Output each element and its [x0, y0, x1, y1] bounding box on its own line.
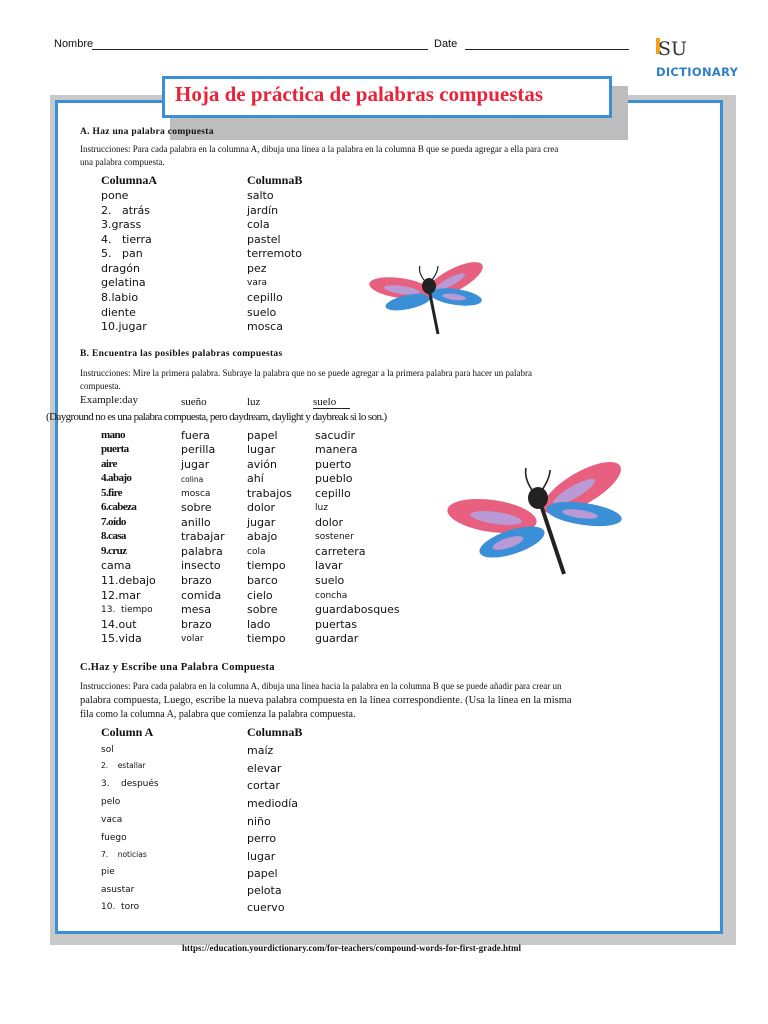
example-note: (Dayground no es una palabra compuesta, pero daydream, daylight y daybreak si lo son.): [46, 411, 387, 423]
section-c-word-a: 7. noticias: [101, 850, 147, 859]
section-c-word-b: mediodía: [247, 797, 299, 810]
section-c-word-b: niño: [247, 815, 271, 828]
section-b-base-word: 9.cruz: [101, 545, 127, 557]
section-b-option: abajo: [247, 530, 278, 543]
section-b-option: anillo: [181, 516, 211, 529]
section-a-word-a: 2. atrás: [101, 204, 151, 217]
section-c-word-a: vaca: [101, 815, 123, 825]
section-c-instructions: Instrucciones: Para cada palabra en la columna A, dibuja una línea hacia la palabra en la columna B que se puede añadir para crear un: [80, 681, 562, 691]
section-c-instructions: palabra compuesta, Luego, escribe la nueva palabra compuesta en la línea correspondiente. (Usa la línea en la misma: [80, 695, 572, 706]
section-b-option: mesa: [181, 603, 211, 616]
section-b-option: cielo: [247, 589, 273, 602]
title-box: [162, 76, 612, 118]
section-a-word-a: 5. pan: [101, 247, 143, 260]
section-b-option: brazo: [181, 574, 212, 587]
section-c-word-a: asustar: [101, 885, 135, 895]
dragonfly-illustration-small: [366, 262, 488, 336]
section-b-option: guardar: [315, 632, 359, 645]
section-b-option: volar: [181, 634, 204, 644]
section-b-option: perilla: [181, 443, 216, 456]
section-a-word-b: salto: [247, 189, 274, 202]
section-b-option: tiempo: [247, 632, 286, 645]
section-c-word-a: pie: [101, 867, 115, 877]
section-c-word-b: pelota: [247, 884, 282, 897]
section-b-option: trabajar: [181, 530, 225, 543]
section-b-base-word: 12.mar: [101, 589, 141, 602]
section-b-option: trabajos: [247, 487, 292, 500]
section-b-base-word: cama: [101, 559, 132, 572]
section-a-instructions: Instrucciones: Para cada palabra en la columna A, dibuja una línea a la palabra en la columna B que se pueda agregar a ella para crea una palabra compuesta.: [80, 144, 559, 167]
section-a-heading: A. Haz una palabra compuesta: [80, 127, 214, 137]
example-word: Example:day: [80, 394, 139, 406]
logo-dictionary-text: DICTIONARY: [656, 65, 739, 79]
section-c-word-a: 2. estallar: [101, 761, 146, 770]
name-label: Nombre: [54, 38, 94, 50]
section-c-instructions: fila como la columna A, palabra que comienza la palabra compuesta.: [80, 709, 356, 720]
section-b-option: manera: [315, 443, 358, 456]
section-b-option: luz: [315, 503, 328, 513]
section-b-option: brazo: [181, 618, 212, 631]
section-b-base-word: 14.out: [101, 618, 137, 631]
section-c-word-b: maíz: [247, 744, 274, 757]
section-c-word-b: cortar: [247, 779, 280, 792]
section-b-option: sostener: [315, 532, 354, 542]
section-b-option: pueblo: [315, 472, 353, 485]
section-b-option: comida: [181, 589, 222, 602]
section-a-word-b: pez: [247, 262, 267, 275]
section-b-instructions: Instrucciones: Mire la primera palabra. Subraye la palabra que no se puede agregar a la primera palabra para hacer un palabra compuesta.: [80, 368, 533, 391]
section-b-option: cepillo: [315, 487, 351, 500]
section-c-word-b: perro: [247, 832, 277, 845]
section-b-option: sobre: [247, 603, 278, 616]
section-b-option: insecto: [181, 559, 221, 572]
source-url[interactable]: https://education.yourdictionary.com/for-teachers/compound-words-for-first-grade.html: [182, 943, 522, 953]
section-b-option: jugar: [247, 516, 276, 529]
section-b-option: ahí: [247, 472, 264, 485]
section-b-option: sobre: [181, 501, 212, 514]
section-c-heading: C.Haz y Escribe una Palabra Compuesta: [80, 662, 275, 673]
section-b-option: dolor: [315, 516, 344, 529]
section-b-option: mosca: [181, 489, 211, 499]
section-b-option: concha: [315, 591, 348, 601]
section-b-option: carretera: [315, 545, 366, 558]
section-b-option: jugar: [181, 458, 210, 471]
section-b-option: puerto: [315, 458, 352, 471]
section-b-option: avión: [247, 458, 278, 471]
section-c-word-a: sol: [101, 745, 114, 755]
section-b-option: colina: [181, 475, 204, 484]
section-b-base-word: 13. tiempo: [101, 605, 153, 615]
section-b-option: puertas: [315, 618, 358, 631]
section-a-word-b: cepillo: [247, 291, 283, 304]
section-b-base-word: 5.fire: [101, 487, 122, 499]
section-c-word-b: elevar: [247, 762, 282, 775]
example-underlined-option: suelo: [313, 396, 350, 409]
section-a-word-b: pastel: [247, 233, 281, 246]
section-b-base-word: 8.casa: [101, 530, 126, 542]
section-b-option: fuera: [181, 429, 210, 442]
section-b-base-word: puerta: [101, 443, 129, 455]
logo-su-text: SU: [658, 38, 688, 60]
section-a-word-a: 4. tierra: [101, 233, 152, 246]
example-option: luz: [247, 396, 261, 408]
section-c-col-a-header: Column A: [101, 725, 154, 739]
name-line[interactable]: [92, 49, 428, 50]
section-a-word-a: 3.grass: [101, 218, 142, 231]
section-b-option: dolor: [247, 501, 276, 514]
section-b-option: cola: [247, 547, 266, 557]
section-b-option: suelo: [315, 574, 345, 587]
section-b-option: lado: [247, 618, 271, 631]
section-b-option: guardabosques: [315, 603, 400, 616]
section-b-base-word: aire: [101, 458, 117, 470]
section-c-word-a: 10. toro: [101, 902, 140, 912]
section-a-word-b: cola: [247, 218, 270, 231]
section-a-word-b: terremoto: [247, 247, 302, 260]
section-a-col-a-header: ColumnaA: [101, 173, 158, 187]
section-b-heading: B. Encuentra las posibles palabras compuestas: [80, 349, 283, 359]
section-c-word-b: papel: [247, 867, 278, 880]
section-c-word-b: cuervo: [247, 901, 285, 914]
dragonfly-illustration-large: [446, 450, 626, 578]
section-b-base-word: mano: [101, 429, 125, 441]
section-b-base-word: 7.oído: [101, 516, 126, 528]
example-option: sueño: [181, 396, 207, 408]
section-b-base-word: 15.vida: [101, 632, 142, 645]
section-b-option: papel: [247, 429, 278, 442]
section-a-word-a: 8.labio: [101, 291, 139, 304]
section-b-option: palabra: [181, 545, 223, 558]
section-b-base-word: 4.abajo: [101, 472, 132, 484]
section-a-col-b-header: ColumnaB: [247, 173, 303, 187]
page-title: Hoja de práctica de palabras compuestas: [175, 82, 544, 106]
section-a-word-b: mosca: [247, 320, 283, 333]
section-c-word-a: 3. después: [101, 779, 159, 789]
section-b-option: lugar: [247, 443, 276, 456]
section-c-word-a: pelo: [101, 797, 121, 807]
section-c-col-b-header: ColumnaB: [247, 725, 303, 739]
section-a-word-a: dragón: [101, 262, 140, 275]
section-a-word-a: diente: [101, 306, 136, 319]
section-c-word-a: fuego: [101, 833, 127, 843]
date-label: Date: [434, 38, 458, 50]
section-a-word-a: gelatina: [101, 276, 146, 289]
section-b-option: lavar: [315, 559, 343, 572]
section-b-option: barco: [247, 574, 278, 587]
section-a-word-b: jardín: [247, 204, 279, 217]
section-b-option: tiempo: [247, 559, 286, 572]
section-b-base-word: 6.cabeza: [101, 501, 137, 513]
section-b-base-word: 11.debajo: [101, 574, 156, 587]
section-a-word-b: suelo: [247, 306, 277, 319]
section-a-word-b: vara: [247, 278, 268, 288]
date-line[interactable]: [465, 49, 629, 50]
section-a-word-a: 10.jugar: [101, 320, 147, 333]
section-a-word-a: pone: [101, 189, 129, 202]
section-c-word-b: lugar: [247, 850, 276, 863]
section-b-option: sacudir: [315, 429, 356, 442]
